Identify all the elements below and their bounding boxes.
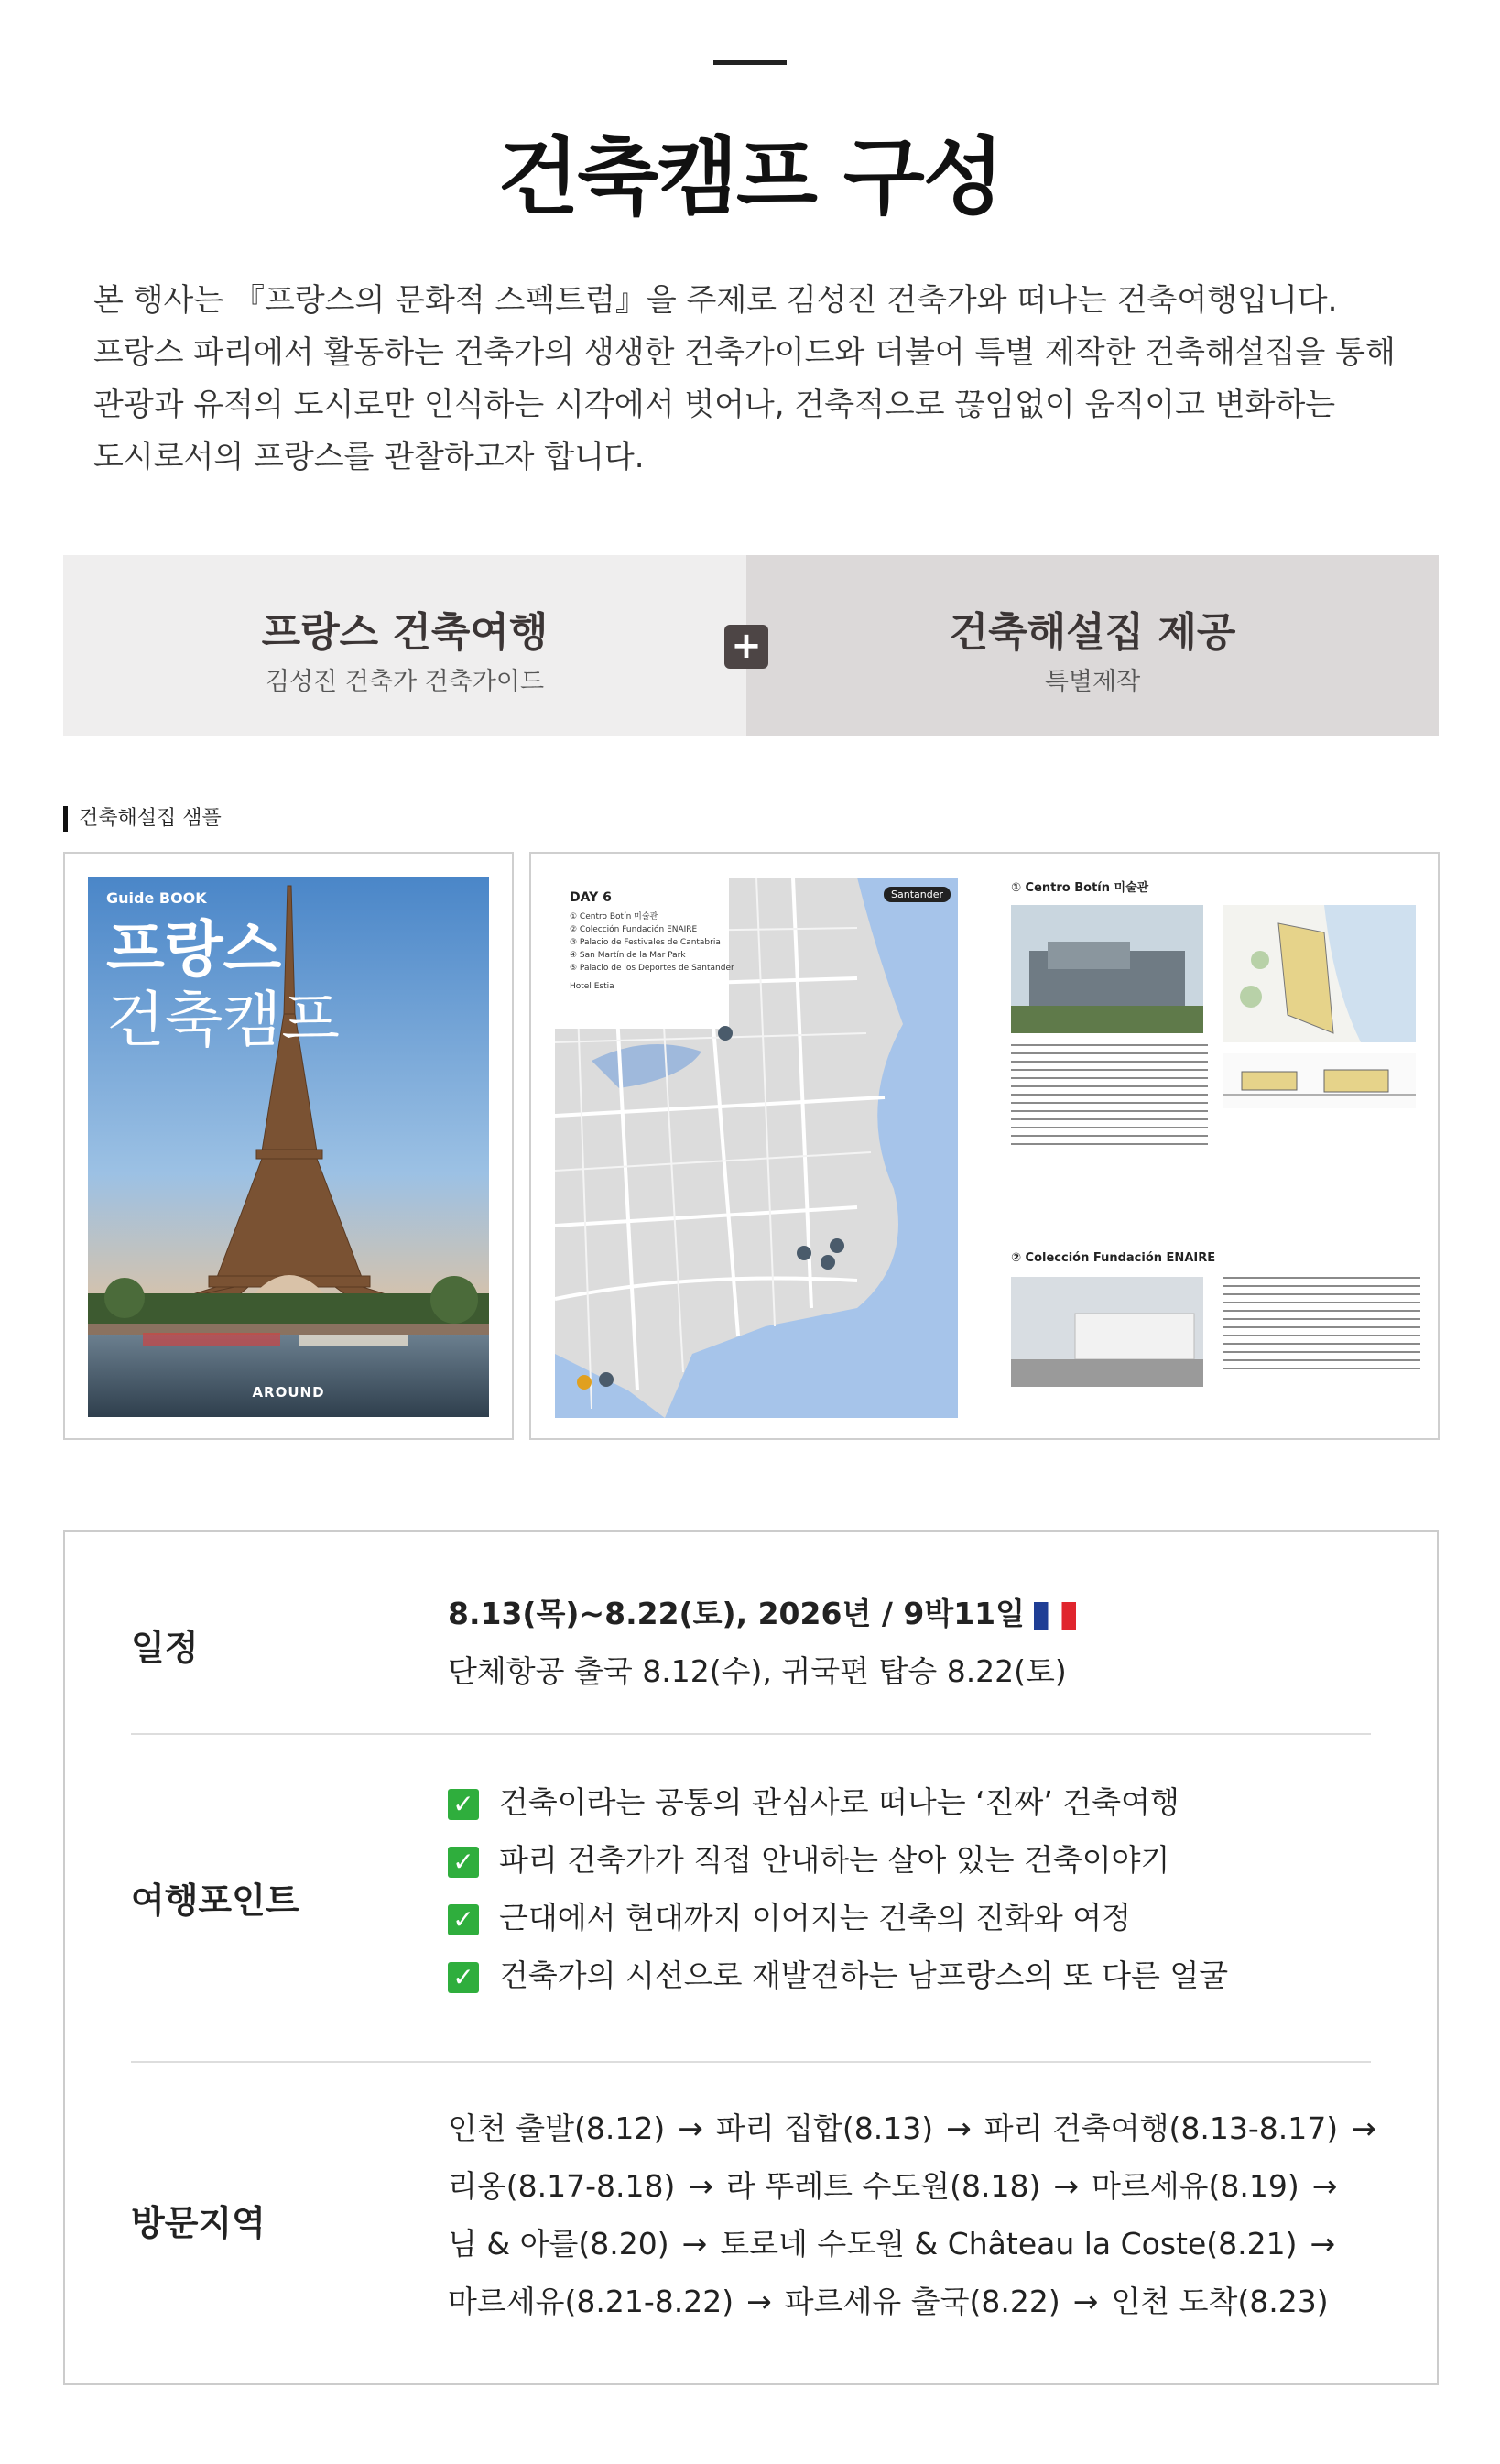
sample-section-label: 건축해설집 샘플 [63,806,222,832]
points-list [448,1773,1228,2004]
page-title: 건축캠프 구성 [497,128,1003,226]
arrow-right-icon: → [1351,2110,1376,2146]
route-stop: 리옹(8.17-8.18) [448,2168,676,2204]
cover-guide-label: Guide BOOK [106,889,207,907]
guidebook-text-page [1007,874,1419,1423]
map-legend [570,910,734,993]
body-text-lines [1011,1044,1208,1151]
publisher-logo: AROUND [252,1384,325,1401]
map-day-label: DAY 6 [570,890,612,905]
offer-guidebook [746,555,1439,736]
point-item: ✓ 파리 건축가가 직접 안내하는 살아 있는 건축이야기 [448,1831,1228,1889]
map-legend-item: ⑤ Palacio de los Deportes de Santander [570,964,734,973]
body-text-lines [1223,1277,1420,1376]
route-stop: 파리 건축여행(8.13-8.17) [984,2110,1339,2146]
museum-photo [1011,905,1203,1033]
site-plan-drawing [1223,905,1416,1042]
map-city-badge: Santander [884,887,951,902]
point-item: ✓ 건축이라는 공통의 관심사로 떠나는 ‘진짜’ 건축여행 [448,1773,1228,1831]
route-stop: 라 뚜레트 수도원(8.18) [726,2168,1041,2204]
offer-heading: 프랑스 건축여행 [261,609,549,656]
intro-paragraph [93,275,1412,484]
checkmark-icon: ✓ [448,1847,479,1878]
offer-sub: 특별제작 [1044,668,1141,696]
regions-label: 방문지역 [131,2203,266,2243]
intro-line: 프랑스 파리에서 활동하는 건축가의 생생한 건축가이드와 더불어 특별 제작한 건축해설집을 통해 [93,334,1396,371]
route-stop: 마르세유(8.19) [1092,2168,1299,2204]
row-divider [131,2061,1371,2063]
map-legend-item: ① Centro Botín 미술관 [570,912,658,921]
route-stop: 파르세유 출국(8.22) [784,2284,1060,2319]
row-divider [131,1733,1371,1735]
route-stop: 님 & 아를(8.20) [448,2226,669,2262]
page-section-title: ② Colección Fundación ENAIRE [1011,1251,1216,1265]
plus-icon: + [724,625,768,669]
map-legend-item: Hotel Estia [570,982,614,991]
cover-title-line2: 건축캠프 [106,985,341,1055]
route-stop: 인천 출발(8.12) [448,2110,666,2146]
cover-title-line1: 프랑스 [106,914,282,985]
arrow-right-icon: → [688,2168,714,2204]
schedule-label: 일정 [131,1628,199,1668]
arrow-right-icon: → [1310,2226,1336,2262]
route-stop: 인천 도착(8.23) [1111,2284,1329,2319]
guidebook-spread-frame [529,852,1440,1440]
guidebook-cover-image [88,877,489,1417]
france-flag-icon [1034,1602,1076,1630]
offer-sub: 김성진 건축가 건축가이드 [265,668,545,696]
schedule-flights: 단체항공 출국 8.12(수), 귀국편 탑승 8.22(토) [448,1653,1067,1689]
arrow-right-icon: → [1311,2168,1338,2204]
checkmark-icon: ✓ [448,1789,479,1820]
offer-architecture-tour [63,555,746,736]
checkmark-icon: ✓ [448,1904,479,1935]
arrow-right-icon: → [681,2226,708,2262]
schedule-dates: 8.13(목)~8.22(토), 2026년 / 9박11일 [448,1596,1025,1631]
checkmark-icon: ✓ [448,1962,479,1993]
points-label: 여행포인트 [131,1881,299,1921]
page-section-title: ① Centro Botín 미술관 [1011,881,1149,895]
route-stop: 마르세유(8.21-8.22) [448,2284,734,2319]
route-stop: 파리 집합(8.13) [715,2110,934,2146]
arrow-right-icon: → [1072,2284,1099,2319]
cover-title-block [106,889,340,1055]
arrow-right-icon: → [746,2284,772,2319]
map-legend-item: ③ Palacio de Festivales de Cantabria [570,938,721,947]
offer-heading: 건축해설집 제공 [949,609,1236,656]
point-item: ✓ 근대에서 현대까지 이어지는 건축의 진화와 여정 [448,1889,1228,1946]
map-legend-item: ② Colección Fundación ENAIRE [570,925,698,934]
trip-info-table [63,1530,1439,2385]
map-legend-item: ④ San Martín de la Mar Park [570,951,686,960]
city-map [555,878,958,1418]
route-stop: 토로네 수도원 & Château la Coste(8.21) [720,2226,1298,2262]
regions-route [448,2099,1389,2330]
intro-line: 도시로서의 프랑스를 관찰하고자 합니다. [93,439,645,475]
guidebook-cover-frame [63,852,514,1440]
intro-line: 관광과 유적의 도시로만 인식하는 시각에서 벗어나, 건축적으로 끊임없이 움직이고 변화하는 [93,387,1336,423]
arrow-right-icon: → [1053,2168,1080,2204]
arrow-right-icon: → [946,2110,972,2146]
point-item: ✓ 건축가의 시선으로 재발견하는 남프랑스의 또 다른 얼굴 [448,1946,1228,2004]
title-divider [713,60,787,65]
foundation-photo [1011,1277,1203,1387]
arrow-right-icon: → [678,2110,703,2146]
intro-line: 본 행사는 『프랑스의 문화적 스펙트럼』을 주제로 김성진 건축가와 떠나는 건축여행입니다. [93,282,1338,319]
schedule-value [448,1585,1076,1700]
section-drawing [1223,1053,1416,1108]
